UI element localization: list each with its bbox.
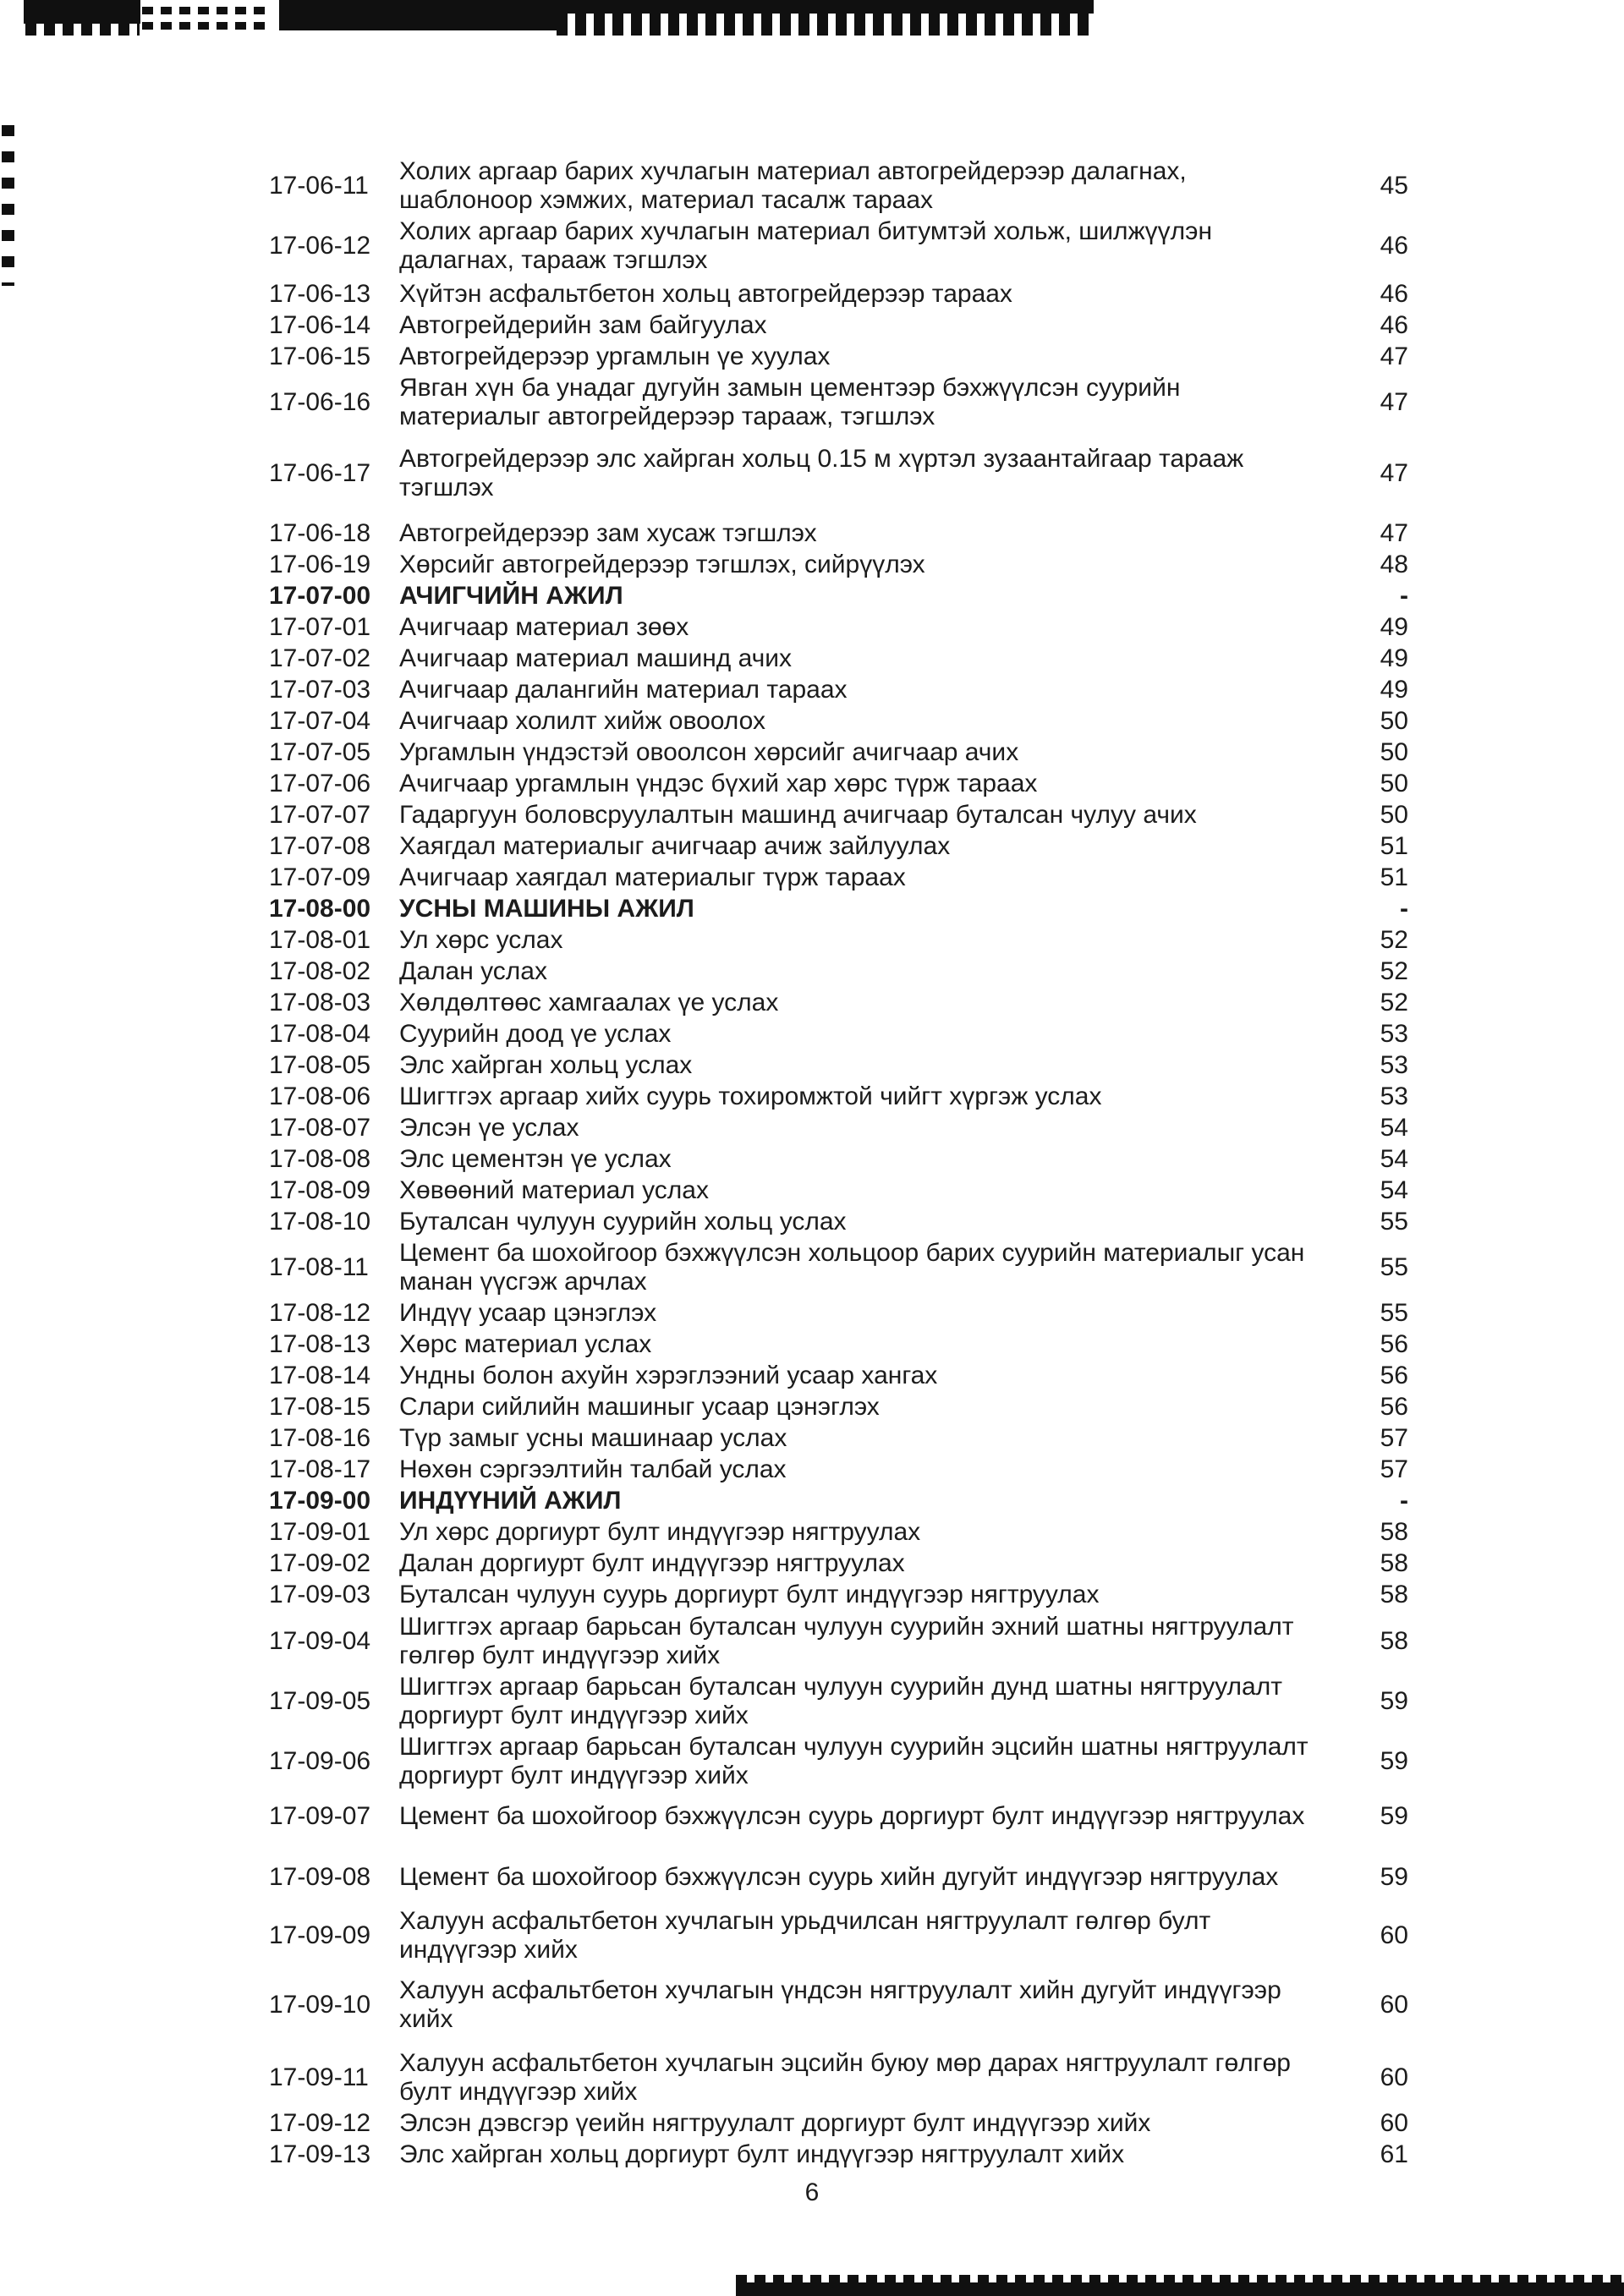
row-page-number: 45 xyxy=(1380,172,1408,200)
table-row xyxy=(269,832,1408,861)
row-page-number: 51 xyxy=(1380,832,1408,860)
row-code: 17-06-13 xyxy=(269,280,371,308)
row-code: 17-06-16 xyxy=(269,388,371,416)
row-code: 17-08-00 xyxy=(269,895,371,923)
row-code: 17-08-11 xyxy=(269,1253,369,1281)
row-page-number: - xyxy=(1400,582,1408,610)
row-page-number: 60 xyxy=(1380,1921,1408,1949)
footer-page-number: 6 xyxy=(804,2178,820,2206)
scan-artifact-top-comb-teeth xyxy=(557,14,1094,36)
row-title: Хөлдөлтөөс хамгаалах үе услах xyxy=(399,989,779,1016)
scan-artifact-top-left-ragged-edge xyxy=(25,24,140,36)
row-code: 17-09-11 xyxy=(269,2063,369,2091)
row-code: 17-08-06 xyxy=(269,1082,371,1110)
row-page-number: 54 xyxy=(1380,1114,1408,1142)
row-code: 17-06-18 xyxy=(269,519,371,547)
row-code: 17-09-07 xyxy=(269,1802,371,1830)
row-page-number: 50 xyxy=(1380,738,1408,766)
section-header-row xyxy=(269,582,1408,611)
row-title: Хүйтэн асфальтбетон хольц автогрейдерээр тараах xyxy=(399,280,1012,308)
row-title: Автогрейдерээр элс хайрган хольц 0.15 м хүртэл зузаантайгаар тарааж тэгшлэх xyxy=(399,445,1244,501)
row-title: Ачигчаар хаягдал материалыг түрж тараах xyxy=(399,863,906,891)
row-code: 17-09-09 xyxy=(269,1921,371,1949)
row-page-number: 56 xyxy=(1380,1362,1408,1389)
row-page-number: - xyxy=(1400,895,1408,923)
row-page-number: 46 xyxy=(1380,311,1408,339)
scan-artifact-top-bar xyxy=(279,0,557,30)
table-row xyxy=(269,157,1408,215)
row-page-number: 60 xyxy=(1380,2109,1408,2137)
row-title: Буталсан чулуун суурь доргиурт булт индүүгээр нягтруулах xyxy=(399,1581,1100,1608)
row-code: 17-06-19 xyxy=(269,551,371,578)
row-page-number: 54 xyxy=(1380,1176,1408,1204)
table-row xyxy=(269,1733,1408,1790)
row-page-number: - xyxy=(1400,1487,1408,1515)
table-row xyxy=(269,926,1408,955)
table-row xyxy=(269,1114,1408,1143)
table-row xyxy=(269,613,1408,642)
row-page-number: 53 xyxy=(1380,1082,1408,1110)
row-page-number: 52 xyxy=(1380,957,1408,985)
row-page-number: 61 xyxy=(1380,2140,1408,2168)
table-row xyxy=(269,1673,1408,1730)
row-title: Элс цементэн үе услах xyxy=(399,1145,672,1173)
table-row xyxy=(269,676,1408,704)
table-row xyxy=(269,1330,1408,1359)
table-row xyxy=(269,1362,1408,1390)
row-title: Ачигчаар материал машинд ачих xyxy=(399,644,793,672)
row-title: Шигтгэх аргаар барьсан буталсан чулуун суурийн дунд шатны нягтруулалт доргиурт булт индүүгээр хийх xyxy=(399,1673,1282,1729)
row-title: Суурийн доод үе услах xyxy=(399,1020,672,1048)
row-code: 17-07-09 xyxy=(269,863,371,891)
row-title: Шигтгэх аргаар барьсан буталсан чулуун суурийн эхний шатны нягтруулалт гөлгөр булт индүүгээр хийх xyxy=(399,1613,1294,1669)
row-page-number: 46 xyxy=(1380,232,1408,260)
table-row xyxy=(269,1393,1408,1422)
row-title: Автогрейдерээр ургамлын үе хуулах xyxy=(399,342,831,370)
row-title: Ачигчаар холилт хийж овоолох xyxy=(399,707,765,735)
row-page-number: 60 xyxy=(1380,2063,1408,2091)
row-page-number: 55 xyxy=(1380,1208,1408,1236)
table-row xyxy=(269,1976,1408,2034)
table-row xyxy=(269,863,1408,892)
table-row xyxy=(269,1613,1408,1670)
row-title: Халуун асфальтбетон хучлагын урьдчилсан нягтруулалт гөлгөр булт индүүгээр хийх xyxy=(399,1907,1211,1964)
row-code: 17-09-13 xyxy=(269,2140,371,2168)
row-title: Холих аргаар барих хучлагын материал автогрейдерээр далагнах, шаблоноор хэмжих, материал тасалж тараах xyxy=(399,157,1187,214)
scan-artifact-top-comb-band xyxy=(557,0,1094,14)
row-code: 17-07-00 xyxy=(269,582,371,610)
row-title: Хаягдал материалыг ачигчаар ачиж зайлуулах xyxy=(399,832,951,860)
row-title: Индүү усаар цэнэглэх xyxy=(399,1299,657,1327)
table-row xyxy=(269,1863,1408,1892)
row-code: 17-07-02 xyxy=(269,644,371,672)
row-page-number: 60 xyxy=(1380,1991,1408,2019)
row-page-number: 56 xyxy=(1380,1393,1408,1421)
row-title: Ачигчаар ургамлын үндэс бүхий хар хөрс түрж тараах xyxy=(399,770,1038,797)
row-code: 17-08-13 xyxy=(269,1330,371,1358)
row-title: Слари сийлийн машиныг усаар цэнэглэх xyxy=(399,1393,880,1421)
table-row xyxy=(269,801,1408,830)
scan-artifact-top-left-blob xyxy=(24,0,140,24)
row-title: Ул хөрс услах xyxy=(399,926,563,954)
row-code: 17-06-12 xyxy=(269,232,371,260)
row-page-number: 49 xyxy=(1380,644,1408,672)
table-row xyxy=(269,519,1408,548)
row-title: Автогрейдерийн зам байгуулах xyxy=(399,311,767,339)
row-page-number: 50 xyxy=(1380,801,1408,829)
row-code: 17-07-07 xyxy=(269,801,371,829)
table-row xyxy=(269,1518,1408,1547)
row-code: 17-09-10 xyxy=(269,1991,371,2019)
row-code: 17-09-03 xyxy=(269,1581,371,1608)
row-page-number: 57 xyxy=(1380,1424,1408,1452)
row-code: 17-07-04 xyxy=(269,707,371,735)
row-title: Шигтгэх аргаар барьсан буталсан чулуун суурийн эцсийн шатны нягтруулалт доргиурт булт индүүгээр хийх xyxy=(399,1733,1309,1789)
row-page-number: 47 xyxy=(1380,459,1408,487)
table-row xyxy=(269,1208,1408,1236)
table-row xyxy=(269,445,1408,502)
row-page-number: 47 xyxy=(1380,519,1408,547)
table-row xyxy=(269,644,1408,673)
row-page-number: 50 xyxy=(1380,707,1408,735)
row-page-number: 58 xyxy=(1380,1581,1408,1608)
row-page-number: 46 xyxy=(1380,280,1408,308)
table-row xyxy=(269,2109,1408,2138)
table-row xyxy=(269,957,1408,986)
table-row xyxy=(269,1176,1408,1205)
table-row xyxy=(269,707,1408,736)
row-code: 17-08-12 xyxy=(269,1299,371,1327)
row-title: Халуун асфальтбетон хучлагын үндсэн нягтруулалт хийн дугуйт индүүгээр хийх xyxy=(399,1976,1281,2033)
row-code: 17-07-05 xyxy=(269,738,371,766)
row-code: 17-06-15 xyxy=(269,342,371,370)
row-code: 17-08-01 xyxy=(269,926,371,954)
row-code: 17-08-04 xyxy=(269,1020,371,1048)
row-title: Элсэн дэвсгэр үеийн нягтруулалт доргиурт булт индүүгээр хийх xyxy=(399,2109,1151,2137)
scan-artifact-bottom-bar xyxy=(736,2282,1624,2296)
row-page-number: 55 xyxy=(1380,1299,1408,1327)
row-code: 17-07-08 xyxy=(269,832,371,860)
row-title: Түр замыг усны машинаар услах xyxy=(399,1424,787,1452)
row-page-number: 48 xyxy=(1380,551,1408,578)
row-code: 17-09-02 xyxy=(269,1549,371,1577)
row-title: Хөрс материал услах xyxy=(399,1330,652,1358)
row-title: Хөрсийг автогрейдерээр тэгшлэх, сийрүүлэх xyxy=(399,551,925,578)
row-title: Ачигчаар далангийн материал тараах xyxy=(399,676,848,704)
row-title: Холих аргаар барих хучлагын материал битумтэй хольж, шилжүүлэн далагнах, тарааж тэгшлэх xyxy=(399,217,1213,274)
row-title: Далан услах xyxy=(399,957,547,985)
row-code: 17-09-00 xyxy=(269,1487,371,1515)
row-page-number: 54 xyxy=(1380,1145,1408,1173)
row-code: 17-08-17 xyxy=(269,1455,371,1483)
row-title: Элс хайрган хольц доргиурт булт индүүгээр нягтруулалт хийх xyxy=(399,2140,1125,2168)
row-title: Автогрейдерээр зам хусаж тэгшлэх xyxy=(399,519,817,547)
row-title: Ул хөрс доргиурт булт индүүгээр нягтруулах xyxy=(399,1518,921,1546)
row-page-number: 56 xyxy=(1380,1330,1408,1358)
scan-artifact-bottom-ragged-edge xyxy=(736,2275,1624,2282)
row-page-number: 58 xyxy=(1380,1518,1408,1546)
table-row xyxy=(269,1455,1408,1484)
row-code: 17-08-16 xyxy=(269,1424,371,1452)
row-title: Элс хайрган хольц услах xyxy=(399,1051,693,1079)
row-code: 17-07-01 xyxy=(269,613,371,641)
table-row xyxy=(269,1549,1408,1578)
row-code: 17-09-06 xyxy=(269,1747,371,1775)
table-row xyxy=(269,1424,1408,1453)
row-page-number: 58 xyxy=(1380,1627,1408,1655)
table-row xyxy=(269,2049,1408,2107)
row-code: 17-08-05 xyxy=(269,1051,371,1079)
scan-artifact-dotted-row-2 xyxy=(142,22,265,30)
row-page-number: 50 xyxy=(1380,770,1408,797)
row-title: Хөвөөний материал услах xyxy=(399,1176,709,1204)
row-page-number: 53 xyxy=(1380,1051,1408,1079)
row-code: 17-09-04 xyxy=(269,1627,371,1655)
table-row xyxy=(269,770,1408,798)
row-page-number: 47 xyxy=(1380,342,1408,370)
row-page-number: 53 xyxy=(1380,1020,1408,1048)
row-code: 17-06-11 xyxy=(269,172,369,200)
table-row xyxy=(269,551,1408,579)
row-page-number: 49 xyxy=(1380,613,1408,641)
section-title: АЧИГЧИЙН АЖИЛ xyxy=(399,582,623,610)
row-page-number: 59 xyxy=(1380,1863,1408,1891)
row-code: 17-08-10 xyxy=(269,1208,371,1236)
row-title: Халуун асфальтбетон хучлагын эцсийн буюу мөр дарах нягтруулалт гөлгөр булт индүүгээр хийх xyxy=(399,2049,1291,2106)
row-code: 17-09-01 xyxy=(269,1518,371,1546)
row-code: 17-09-05 xyxy=(269,1687,371,1715)
table-row xyxy=(269,1145,1408,1174)
table-row xyxy=(269,1802,1408,1831)
row-page-number: 55 xyxy=(1380,1253,1408,1281)
row-code: 17-07-06 xyxy=(269,770,371,797)
scan-artifact-dotted-row-1 xyxy=(142,7,265,14)
row-page-number: 57 xyxy=(1380,1455,1408,1483)
toc-rows xyxy=(269,157,1408,2172)
section-header-row xyxy=(269,895,1408,923)
row-title: Ургамлын үндэстэй овоолсон хөрсийг ачигчаар ачих xyxy=(399,738,1019,766)
section-header-row xyxy=(269,1487,1408,1515)
table-row xyxy=(269,1239,1408,1296)
table-row xyxy=(269,311,1408,340)
table-row xyxy=(269,1082,1408,1111)
row-page-number: 58 xyxy=(1380,1549,1408,1577)
table-row xyxy=(269,2140,1408,2169)
row-title: Цемент ба шохойгоор бэхжүүлсэн суурь хийн дугуйт индүүгээр нягтруулах xyxy=(399,1863,1279,1891)
table-row xyxy=(269,1581,1408,1609)
table-row xyxy=(269,1299,1408,1328)
row-title: Шигтгэх аргаар хийх суурь тохиромжтой чийгт хүргэж услах xyxy=(399,1082,1102,1110)
table-row xyxy=(269,342,1408,371)
row-code: 17-06-17 xyxy=(269,459,371,487)
table-row xyxy=(269,989,1408,1017)
row-page-number: 59 xyxy=(1380,1687,1408,1715)
row-code: 17-08-09 xyxy=(269,1176,371,1204)
row-code: 17-09-12 xyxy=(269,2109,371,2137)
row-title: Явган хүн ба унадаг дугуйн замын цементээр бэхжүүлсэн суурийн материалыг автогрейдерээр тарааж, тэгшлэх xyxy=(399,374,1181,430)
row-title: Нөхөн сэргээлтийн талбай услах xyxy=(399,1455,787,1483)
table-row xyxy=(269,1020,1408,1049)
row-code: 17-08-15 xyxy=(269,1393,371,1421)
row-title: Цемент ба шохойгоор бэхжүүлсэн хольцоор барих суурийн материалыг усан манан үүсгэж арчлах xyxy=(399,1239,1305,1296)
row-page-number: 59 xyxy=(1380,1747,1408,1775)
section-title: ИНДҮҮНИЙ АЖИЛ xyxy=(399,1487,622,1515)
row-title: Ундны болон ахуйн хэрэглээний усаар хангах xyxy=(399,1362,938,1389)
row-title: Элсэн үе услах xyxy=(399,1114,579,1142)
row-code: 17-09-08 xyxy=(269,1863,371,1891)
row-code: 17-08-14 xyxy=(269,1362,371,1389)
row-code: 17-08-08 xyxy=(269,1145,371,1173)
table-row xyxy=(269,738,1408,767)
table-row xyxy=(269,1907,1408,1964)
row-code: 17-07-03 xyxy=(269,676,371,704)
table-row xyxy=(269,374,1408,431)
row-code: 17-08-03 xyxy=(269,989,371,1016)
row-page-number: 49 xyxy=(1380,676,1408,704)
row-title: Цемент ба шохойгоор бэхжүүлсэн суурь доргиурт булт индүүгээр нягтруулах xyxy=(399,1802,1305,1830)
row-title: Далан доргиурт булт индүүгээр нягтруулах xyxy=(399,1549,905,1577)
row-page-number: 52 xyxy=(1380,989,1408,1016)
row-code: 17-08-02 xyxy=(269,957,371,985)
row-page-number: 47 xyxy=(1380,388,1408,416)
row-title: Ачигчаар материал зөөх xyxy=(399,613,689,641)
row-title: Буталсан чулуун суурийн хольц услах xyxy=(399,1208,847,1236)
row-page-number: 59 xyxy=(1380,1802,1408,1830)
row-code: 17-08-07 xyxy=(269,1114,371,1142)
row-code: 17-06-14 xyxy=(269,311,371,339)
row-title: Гадаргуун боловсруулалтын машинд ачигчаар буталсан чулуу ачих xyxy=(399,801,1197,829)
table-row xyxy=(269,1051,1408,1080)
table-row xyxy=(269,280,1408,309)
scan-artifact-left-edge-ticks xyxy=(2,125,14,286)
row-page-number: 51 xyxy=(1380,863,1408,891)
section-title: УСНЫ МАШИНЫ АЖИЛ xyxy=(399,895,694,923)
row-page-number: 52 xyxy=(1380,926,1408,954)
table-row xyxy=(269,217,1408,275)
